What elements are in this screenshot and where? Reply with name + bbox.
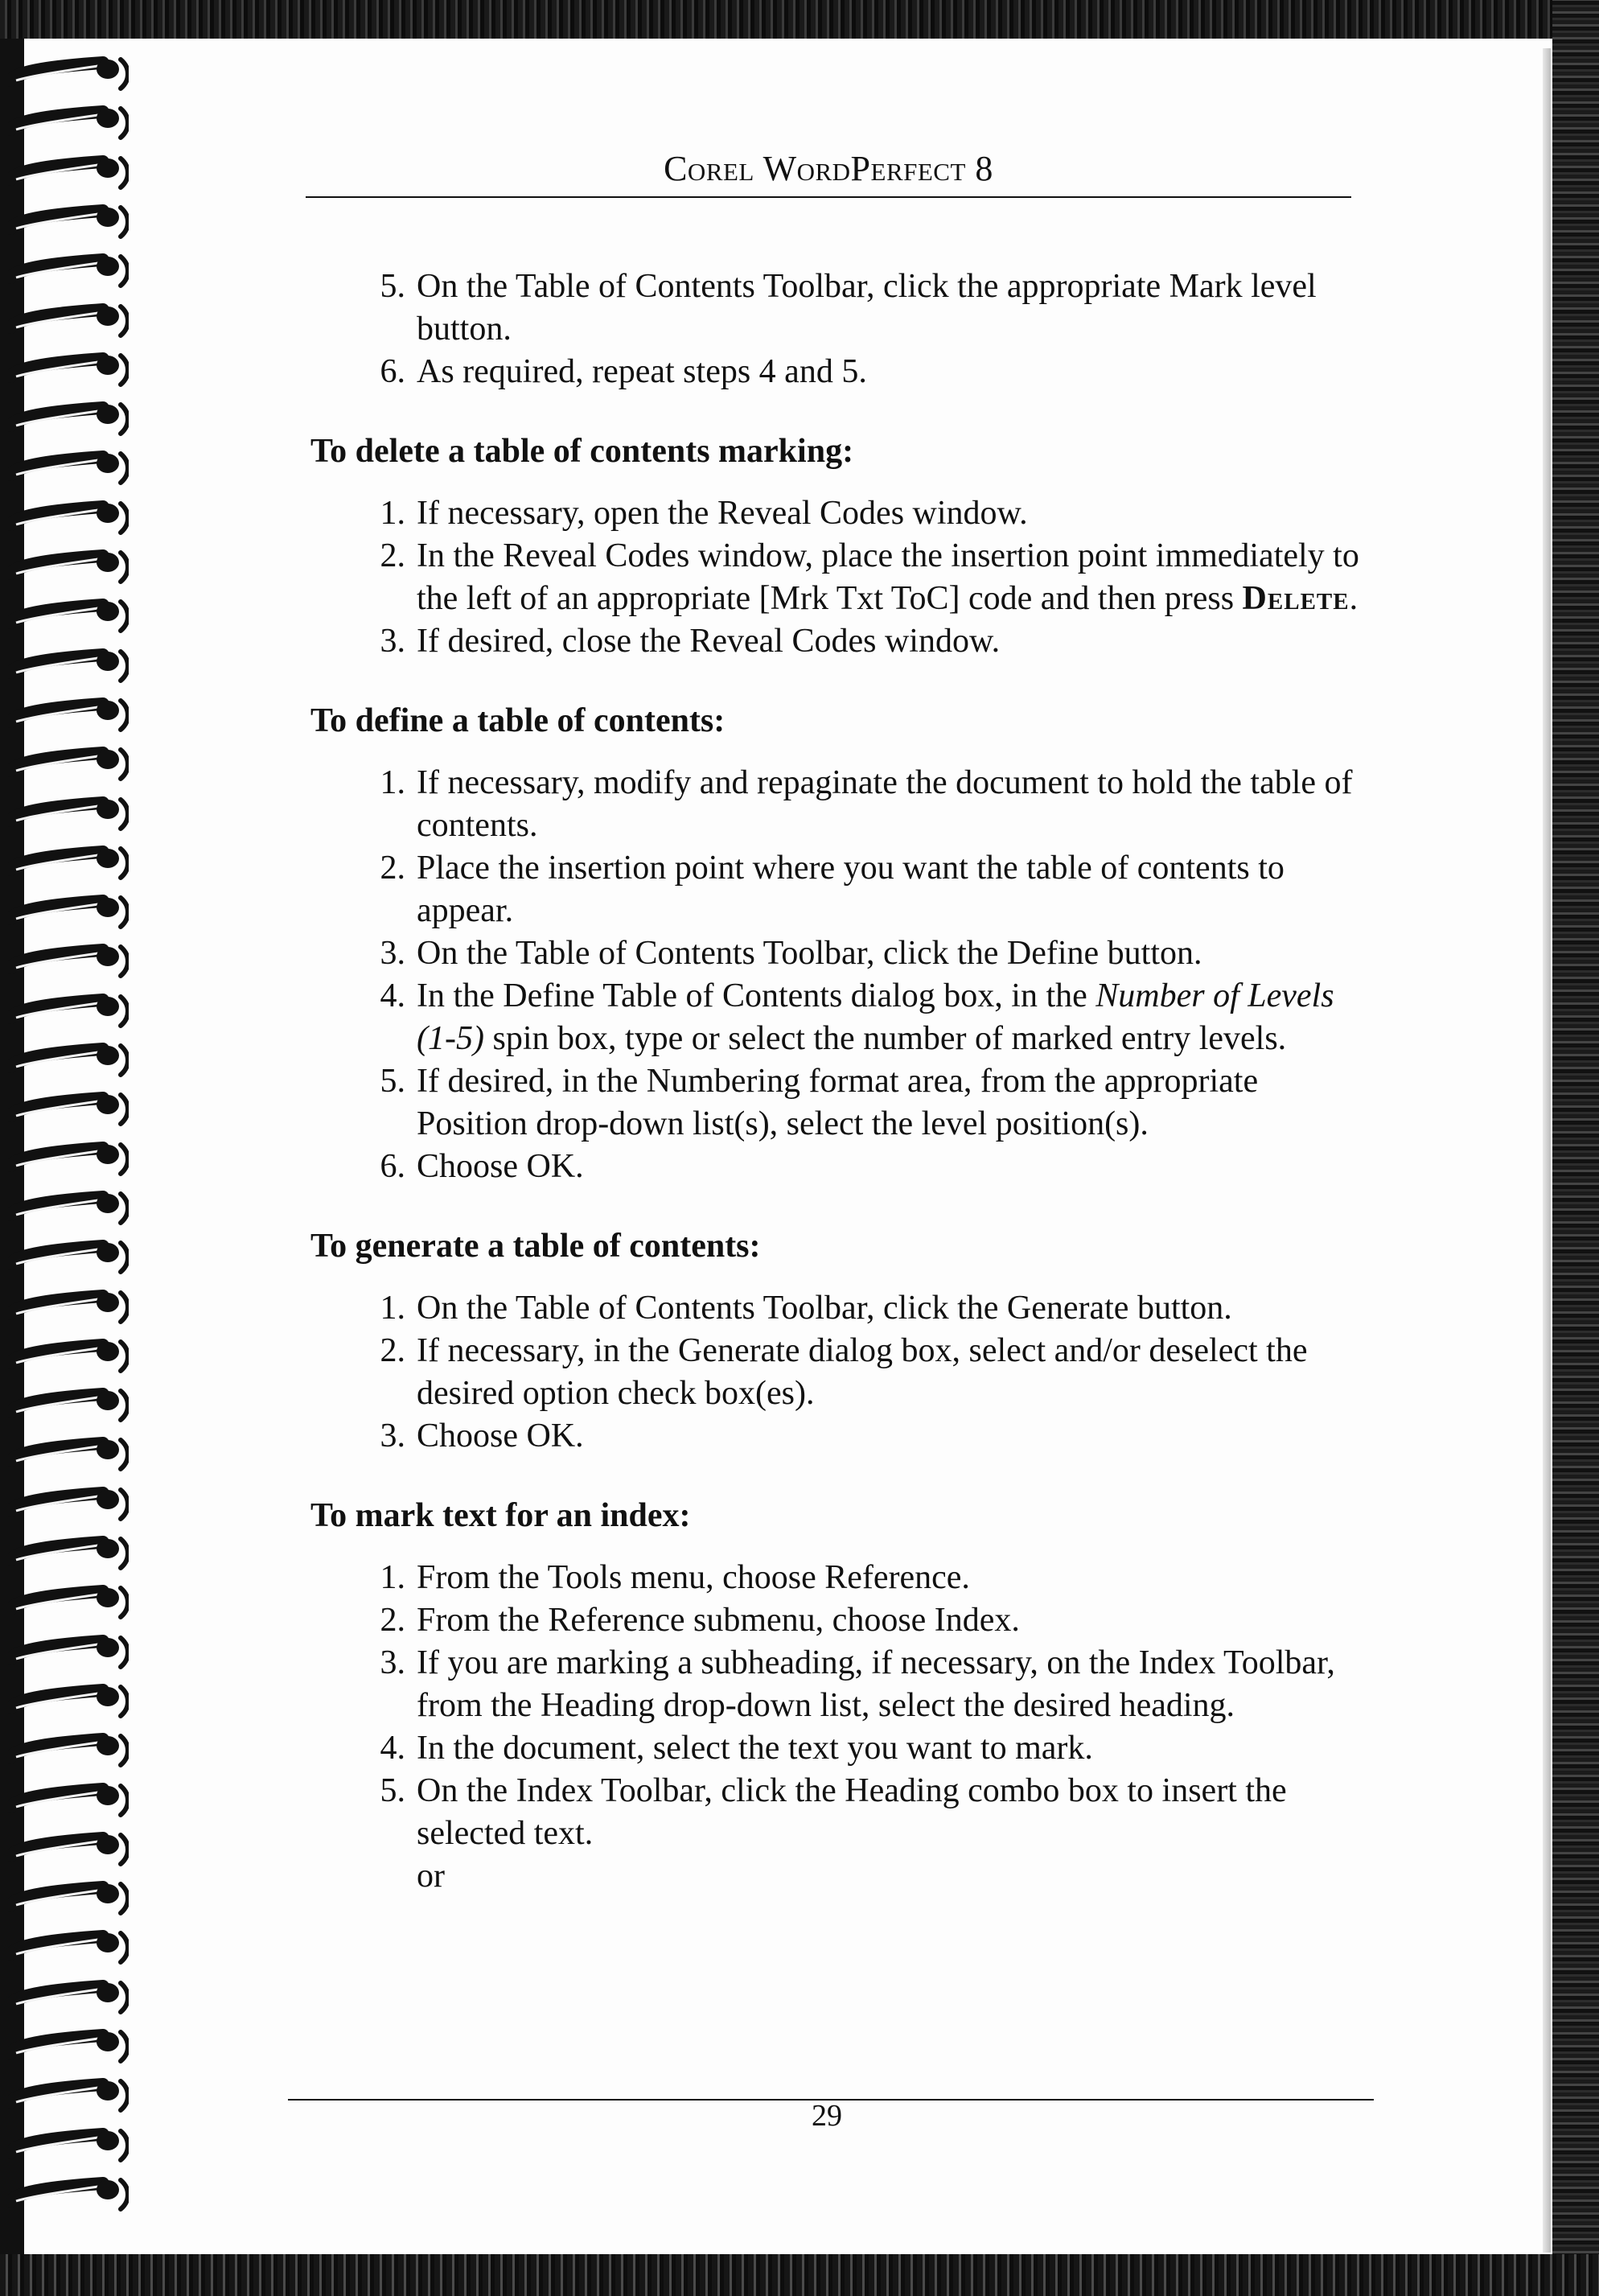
step-text: If necessary, modify and repaginate the document to hold the table of contents. <box>417 764 1353 844</box>
binding-coil <box>8 401 129 435</box>
step-number: 6. <box>380 353 405 390</box>
list-item <box>310 762 1372 847</box>
header-rule <box>306 196 1351 198</box>
binding-coil <box>8 56 129 90</box>
spiral-binding <box>0 56 141 2261</box>
section-heading-mark-index: To mark text for an index: <box>310 1497 691 1534</box>
list-item <box>310 1557 1372 1599</box>
scan-border-top <box>0 0 1599 39</box>
binding-coil <box>8 1290 129 1323</box>
step-text: On the Table of Contents Toolbar, click the Generate button. <box>417 1290 1232 1327</box>
page-edge-shadow <box>1543 48 1551 2253</box>
list-item <box>310 620 1372 663</box>
binding-coil <box>8 1684 129 1718</box>
binding-coil <box>8 105 129 139</box>
list-item <box>310 1146 1372 1188</box>
binding-coil <box>8 1487 129 1520</box>
step-list <box>310 1557 1372 1855</box>
step-number: 3. <box>380 623 405 660</box>
step-text <box>417 535 1372 620</box>
binding-coil <box>8 549 129 583</box>
binding-coil <box>8 303 129 337</box>
binding-coil <box>8 1832 129 1866</box>
section-heading-generate-toc: To generate a table of contents: <box>310 1228 761 1265</box>
list-item <box>310 265 1372 351</box>
list-item <box>310 1770 1372 1855</box>
key-name: Delete <box>1242 580 1350 617</box>
list-item <box>310 1330 1372 1415</box>
step-number: 5. <box>380 1063 405 1100</box>
step-text: Place the insertion point where you want the table of contents to appear. <box>417 850 1285 929</box>
step-number: 3. <box>380 935 405 972</box>
binding-coil <box>8 1240 129 1273</box>
step-number: 5. <box>380 268 405 305</box>
step-number: 6. <box>380 1148 405 1185</box>
binding-coil <box>8 204 129 238</box>
binding-coil <box>8 895 129 928</box>
list-item <box>310 535 1372 620</box>
binding-coil <box>8 352 129 386</box>
binding-coil <box>8 2128 129 2162</box>
step-text: As required, repeat steps 4 and 5. <box>417 353 867 390</box>
list-item <box>310 975 1372 1060</box>
step-number: 3. <box>380 1418 405 1455</box>
step-number: 2. <box>380 850 405 887</box>
running-header: Corel WordPerfect 8 <box>664 149 993 188</box>
step-number: 1. <box>380 764 405 801</box>
step-text: From the Reference submenu, choose Index. <box>417 1602 1020 1639</box>
step-text: If desired, close the Reveal Codes window. <box>417 623 1001 660</box>
step-number: 4. <box>380 1730 405 1767</box>
binding-coil <box>8 2177 129 2211</box>
binding-coil <box>8 599 129 632</box>
list-item <box>310 1060 1372 1146</box>
binding-coil <box>8 1437 129 1471</box>
section-heading-define-toc: To define a table of contents: <box>310 702 726 739</box>
binding-coil <box>8 846 129 879</box>
step-number: 2. <box>380 537 405 574</box>
list-item <box>310 847 1372 932</box>
step-text: If desired, in the Numbering format area, from the appropriate Position drop-down list(s), select the level position(s). <box>417 1063 1259 1142</box>
step-text: Choose OK. <box>417 1418 584 1455</box>
section-heading-delete-toc: To delete a table of contents marking: <box>310 433 854 470</box>
binding-coil <box>8 1092 129 1125</box>
step-list <box>310 492 1372 663</box>
scan-border-bottom <box>0 2254 1599 2296</box>
binding-coil <box>8 1930 129 1964</box>
step-number: 1. <box>380 1290 405 1327</box>
list-item <box>310 1599 1372 1642</box>
step-text-part: spin box, type or select the number of marked entry levels. <box>483 1020 1287 1057</box>
binding-coil <box>8 155 129 189</box>
binding-coil <box>8 1881 129 1915</box>
binding-coil <box>8 1733 129 1767</box>
step-text: Choose OK. <box>417 1148 584 1185</box>
list-item <box>310 1287 1372 1330</box>
binding-coil <box>8 451 129 484</box>
step-number: 1. <box>380 1559 405 1596</box>
binding-coil <box>8 944 129 977</box>
binding-coil <box>8 1783 129 1817</box>
binding-coil <box>8 1388 129 1422</box>
list-item <box>310 932 1372 975</box>
binding-coil <box>8 1536 129 1570</box>
list-item <box>310 1415 1372 1458</box>
list-item <box>310 1727 1372 1770</box>
step-list <box>310 1287 1372 1458</box>
field-name-emphasis: Number of Levels (1-5) <box>417 977 1334 1057</box>
step-number: 4. <box>380 977 405 1014</box>
step-text: If necessary, in the Generate dialog box, select and/or deselect the desired option check box(es). <box>417 1332 1308 1412</box>
binding-coil <box>8 1191 129 1224</box>
list-item <box>310 492 1372 535</box>
binding-coil <box>8 253 129 287</box>
continued-step-list <box>310 265 1372 393</box>
step-text: In the document, select the text you want to mark. <box>417 1730 1093 1767</box>
step-number: 5. <box>380 1772 405 1809</box>
binding-coil <box>8 1339 129 1372</box>
list-item <box>310 1642 1372 1727</box>
step-number: 1. <box>380 495 405 532</box>
step-text-part: In the Reveal Codes window, place the insertion point immediately to the left of an appropriate [Mrk Txt ToC] code and then press <box>417 537 1359 617</box>
binding-coil <box>8 1585 129 1619</box>
binding-coil <box>8 2078 129 2112</box>
step-number: 3. <box>380 1644 405 1681</box>
page-number: 29 <box>812 2099 842 2133</box>
binding-coil <box>8 1142 129 1175</box>
binding-coil <box>8 500 129 534</box>
page-content <box>310 265 1372 1898</box>
step-text: On the Table of Contents Toolbar, click the Define button. <box>417 935 1202 972</box>
binding-coil <box>8 1980 129 2014</box>
step-continuation-or: or <box>417 1858 445 1895</box>
list-item <box>310 351 1372 393</box>
step-text: If necessary, open the Reveal Codes window. <box>417 495 1028 532</box>
step-text <box>417 975 1372 1060</box>
binding-coil <box>8 796 129 830</box>
step-list <box>310 762 1372 1188</box>
binding-coil <box>8 697 129 731</box>
binding-coil <box>8 1043 129 1076</box>
step-number: 2. <box>380 1332 405 1369</box>
step-text: On the Index Toolbar, click the Heading combo box to insert the selected text. <box>417 1772 1287 1852</box>
binding-coil <box>8 747 129 780</box>
step-number: 2. <box>380 1602 405 1639</box>
step-text: On the Table of Contents Toolbar, click the appropriate Mark level button. <box>417 268 1317 348</box>
step-text-part: . <box>1349 580 1359 617</box>
binding-coil <box>8 2029 129 2063</box>
binding-coil <box>8 994 129 1027</box>
step-text: If you are marking a subheading, if necessary, on the Index Toolbar, from the Heading drop-down list, select the desired heading. <box>417 1644 1335 1724</box>
scan-border-right <box>1552 0 1599 2296</box>
binding-coil <box>8 648 129 682</box>
binding-coil <box>8 1635 129 1669</box>
step-text-part: In the Define Table of Contents dialog box, in the <box>417 977 1096 1014</box>
step-text: From the Tools menu, choose Reference. <box>417 1559 970 1596</box>
